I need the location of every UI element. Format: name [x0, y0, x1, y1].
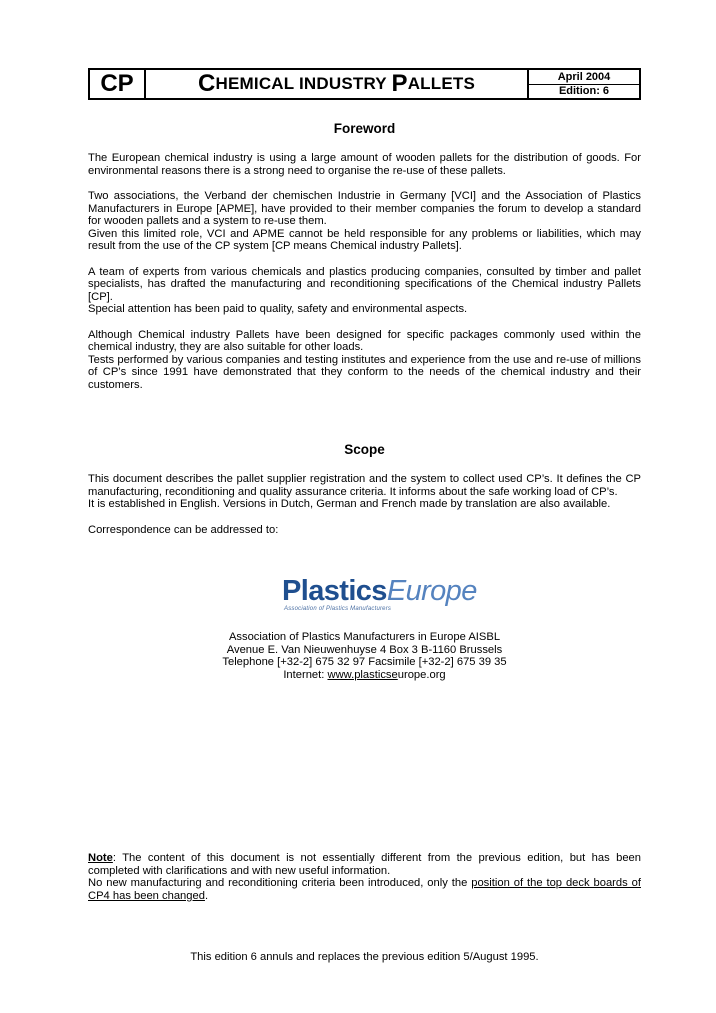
header-title-cap-p: P — [391, 70, 408, 97]
logo-tagline: Association of Plastics Manufacturers — [284, 606, 392, 612]
address-line-3: Telephone [+32-2] 675 32 97 Facsimile [+32-2] 675 39 35 — [222, 656, 507, 669]
foreword-body — [88, 152, 641, 391]
header-edition: Edition: 6 — [558, 85, 610, 98]
foreword-paragraph-3b: Special attention has been paid to quality, safety and environmental aspects. — [88, 303, 468, 315]
document-header — [88, 68, 641, 100]
header-meta — [529, 70, 639, 98]
edition-note: Note: The content of this document is not essentially different from the previous edition, but has been completed with clarifications and with new useful information. No new manufacturing and reconditioning criteria been introduced, only the position of the top deck boards of CP4 has been changed. — [88, 852, 641, 902]
scope-paragraph-1b: It is established in English. Versions in Dutch, German and French made by translation are also available. — [88, 498, 611, 510]
website-link[interactable]: www.plasticse — [327, 668, 398, 681]
footer-edition-text: This edition 6 annuls and replaces the previous edition 5/August 1995. — [190, 951, 539, 963]
header-title-cap-c: C — [197, 70, 216, 97]
note-underlined-change: position of the top deck boards of CP4 has been changed — [88, 877, 641, 902]
scope-title: Scope — [344, 442, 385, 457]
plasticseurope-logo — [282, 575, 477, 616]
foreword-paragraph-4b: Tests performed by various companies and testing institutes and experience from the use and re-use of millions of CP’s since 1991 have demonstrated that they conform to the needs of the chemical industry and their customers. — [88, 353, 641, 391]
note-paragraph-2: No new manufacturing and reconditioning criteria been introduced, only the — [88, 877, 472, 890]
header-title — [146, 70, 529, 98]
address-line-2: Avenue E. Van Nieuwenhuyse 4 Box 3 B-1160 Brussels — [226, 643, 503, 656]
foreword-paragraph-1: The European chemical industry is using a large amount of wooden pallets for the distribution of goods. For environmental reasons there is a strong need to organise the re-use of these pallets. — [88, 152, 641, 177]
header-title-word1: HEMICAL INDUSTRY — [215, 74, 392, 93]
foreword-paragraph-4a: Although Chemical industry Pallets have been designed for specific packages commonly used within the chemical industry, they are also suitable for other loads. — [88, 328, 641, 353]
foreword-paragraph-3a: A team of experts from various chemicals and plastics producing companies, consulted by timber and pallet specialists, has drafted the manufacturing and reconditioning specifications of the Chemical industry Pallets [CP]. — [88, 265, 641, 303]
address-internet: Internet: www.plasticseurope.org — [283, 668, 446, 681]
header-code: CP — [90, 70, 146, 98]
scope-paragraph-1a: This document describes the pallet supplier registration and the system to collect used CP’s. It defines the CP manufacturing, reconditioning and quality assurance criteria. It informs about the safe working load of CP’s. — [88, 473, 641, 498]
foreword-paragraph-2b: Given this limited role, VCI and APME cannot be held responsible for any problems or liabilities, which may result from the use of the CP system [CP means Chemical industry Pallets]. — [88, 227, 641, 252]
scope-paragraph-2: Correspondence can be addressed to: — [88, 523, 279, 536]
foreword-title: Foreword — [333, 121, 396, 136]
correspondence-address — [88, 631, 641, 681]
scope-body — [88, 473, 641, 536]
note-paragraph-1: : The content of this document is not essentially different from the previous edition, but has been completed with clarifications and with new useful information. — [88, 852, 641, 877]
header-title-word2: ALLETS — [407, 74, 475, 93]
logo-wordmark: PlasticsEurope — [282, 575, 477, 607]
address-line-1: Association of Plastics Manufacturers in Europe AISBL — [228, 631, 501, 643]
note-label: Note — [88, 852, 113, 864]
header-date: April 2004 — [529, 70, 639, 85]
foreword-paragraph-2a: Two associations, the Verband der chemischen Industrie in Germany [VCI] and the Association of Plastics Manufacturers in Europe [APME], have provided to their member companies the forum to develop a standard for wooden pallets and a system to re-use them. — [88, 190, 641, 227]
